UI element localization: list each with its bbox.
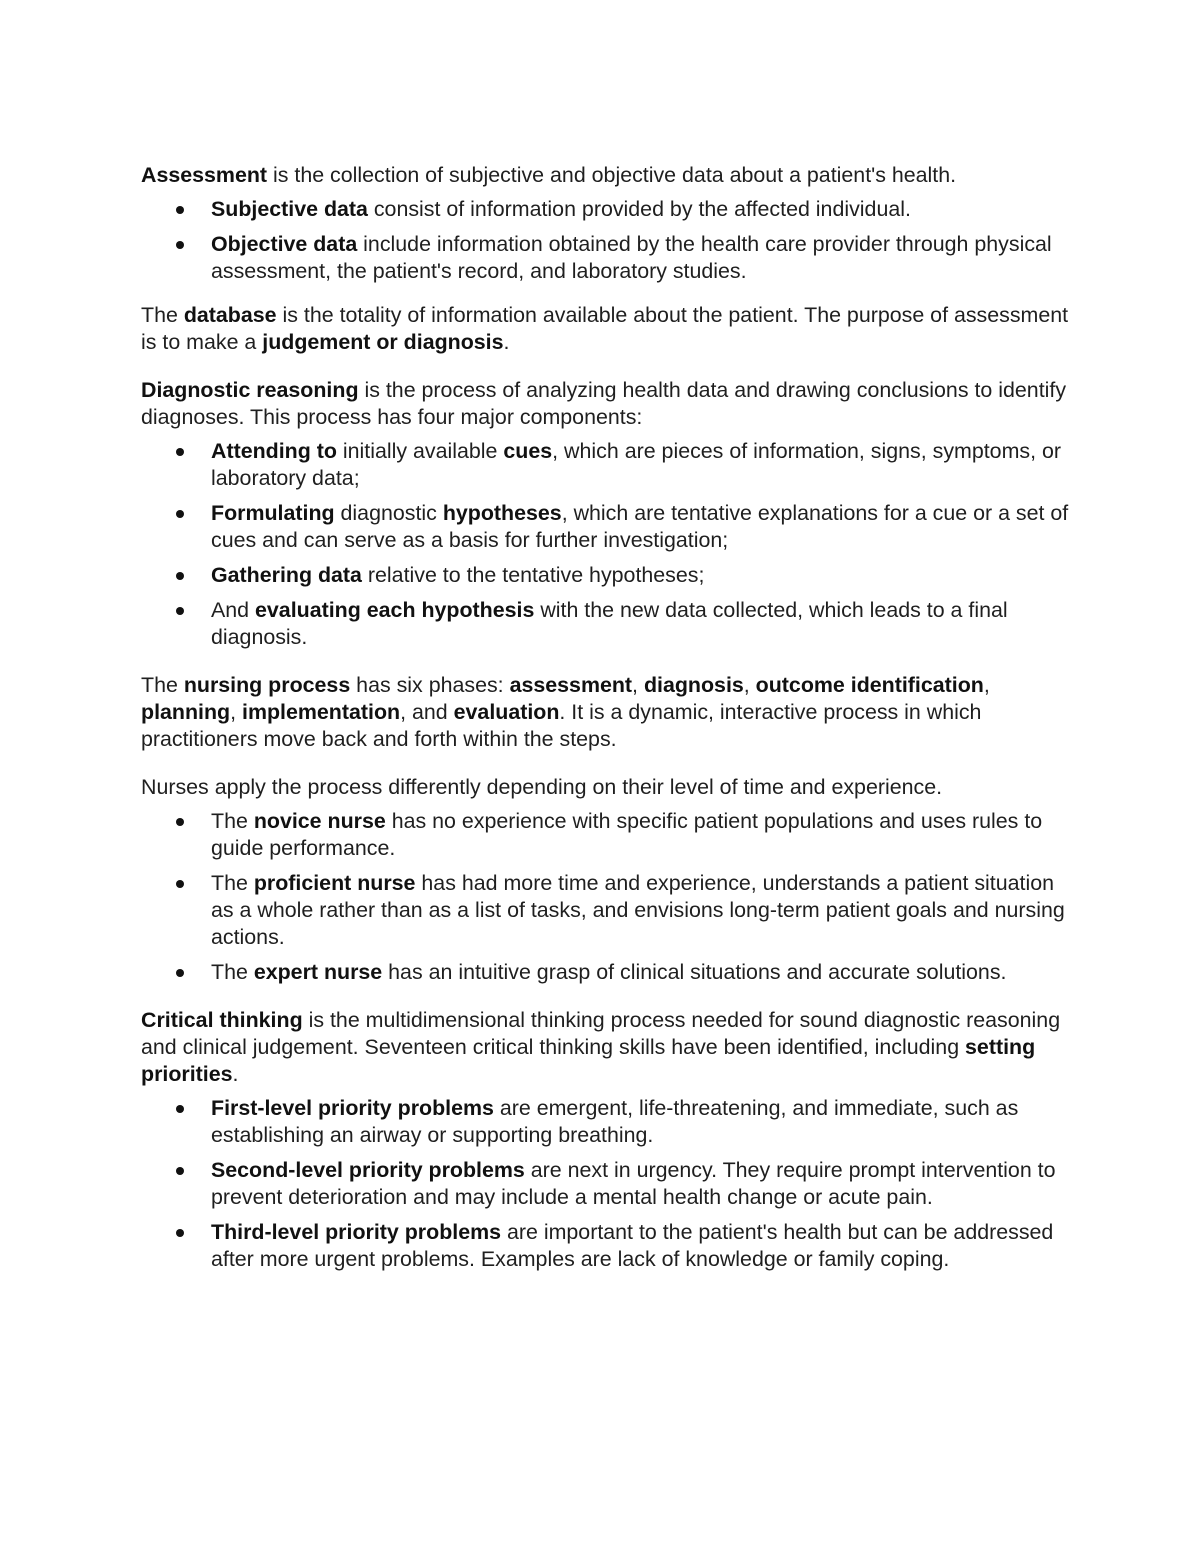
list-item: The novice nurse has no experience with specific patient populations and uses rules to guide performance. — [141, 808, 1071, 862]
list-item: And evaluating each hypothesis with the new data collected, which leads to a final diagnosis. — [141, 597, 1071, 651]
list-item: First-level priority problems are emergent, life-threatening, and immediate, such as establishing an airway or supporting breathing. — [141, 1095, 1071, 1149]
list-item: The expert nurse has an intuitive grasp of clinical situations and accurate solutions. — [141, 959, 1071, 986]
bullet-icon — [176, 448, 184, 456]
assessment-paragraph: Assessment is the collection of subjective and objective data about a patient's health. — [141, 163, 957, 187]
bullet-icon — [176, 880, 184, 888]
list-item: Subjective data consist of information provided by the affected individual. — [141, 196, 1071, 223]
bullet-icon — [176, 818, 184, 826]
list-item: Third-level priority problems are important to the patient's health but can be addressed after more urgent problems. Examples are lack of knowledge or family coping. — [141, 1219, 1071, 1273]
bullet-icon — [176, 969, 184, 977]
list-item: Formulating diagnostic hypotheses, which are tentative explanations for a cue or a set of cues and can serve as a basis for further investigation; — [141, 500, 1071, 554]
database-paragraph: The database is the totality of information available about the patient. The purpose of assessment is to make a judgement or diagnosis. — [141, 303, 1069, 354]
bullet-icon — [176, 607, 184, 615]
diagnostic-components-list — [141, 438, 1071, 651]
document-page — [141, 162, 1071, 1294]
bullet-icon — [176, 572, 184, 580]
bullet-icon — [176, 510, 184, 518]
bullet-icon — [176, 1105, 184, 1113]
critical-thinking-paragraph: Critical thinking is the multidimensional thinking process needed for sound diagnostic reasoning and clinical judgement. Seventeen critical thinking skills have been identified, including setting priorities. — [141, 1008, 1061, 1086]
priority-problems-list — [141, 1095, 1071, 1273]
nurse-levels-list — [141, 808, 1071, 986]
bullet-icon — [176, 241, 184, 249]
list-item: Objective data include information obtained by the health care provider through physical assessment, the patient's record, and laboratory studies. — [141, 231, 1071, 285]
list-item: The proficient nurse has had more time and experience, understands a patient situation as a whole rather than as a list of tasks, and envisions long-term patient goals and nursing actions. — [141, 870, 1071, 951]
list-item: Second-level priority problems are next in urgency. They require prompt intervention to prevent deterioration and may include a mental health change or acute pain. — [141, 1157, 1071, 1211]
bullet-icon — [176, 1229, 184, 1237]
assessment-list — [141, 196, 1071, 285]
list-item: Attending to initially available cues, which are pieces of information, signs, symptoms, or laboratory data; — [141, 438, 1071, 492]
nurses-paragraph: Nurses apply the process differently depending on their level of time and experience. — [141, 775, 943, 799]
list-item: Gathering data relative to the tentative hypotheses; — [141, 562, 1071, 589]
diagnostic-reasoning-paragraph: Diagnostic reasoning is the process of analyzing health data and drawing conclusions to identify diagnoses. This process has four major components: — [141, 378, 1067, 429]
bullet-icon — [176, 206, 184, 214]
nursing-process-paragraph: The nursing process has six phases: assessment, diagnosis, outcome identification, planning, implementation, and evaluation. It is a dynamic, interactive process in which practitioners move back and forth within the steps. — [141, 673, 990, 751]
bullet-icon — [176, 1167, 184, 1175]
assessment-term: Assessment — [141, 163, 268, 187]
